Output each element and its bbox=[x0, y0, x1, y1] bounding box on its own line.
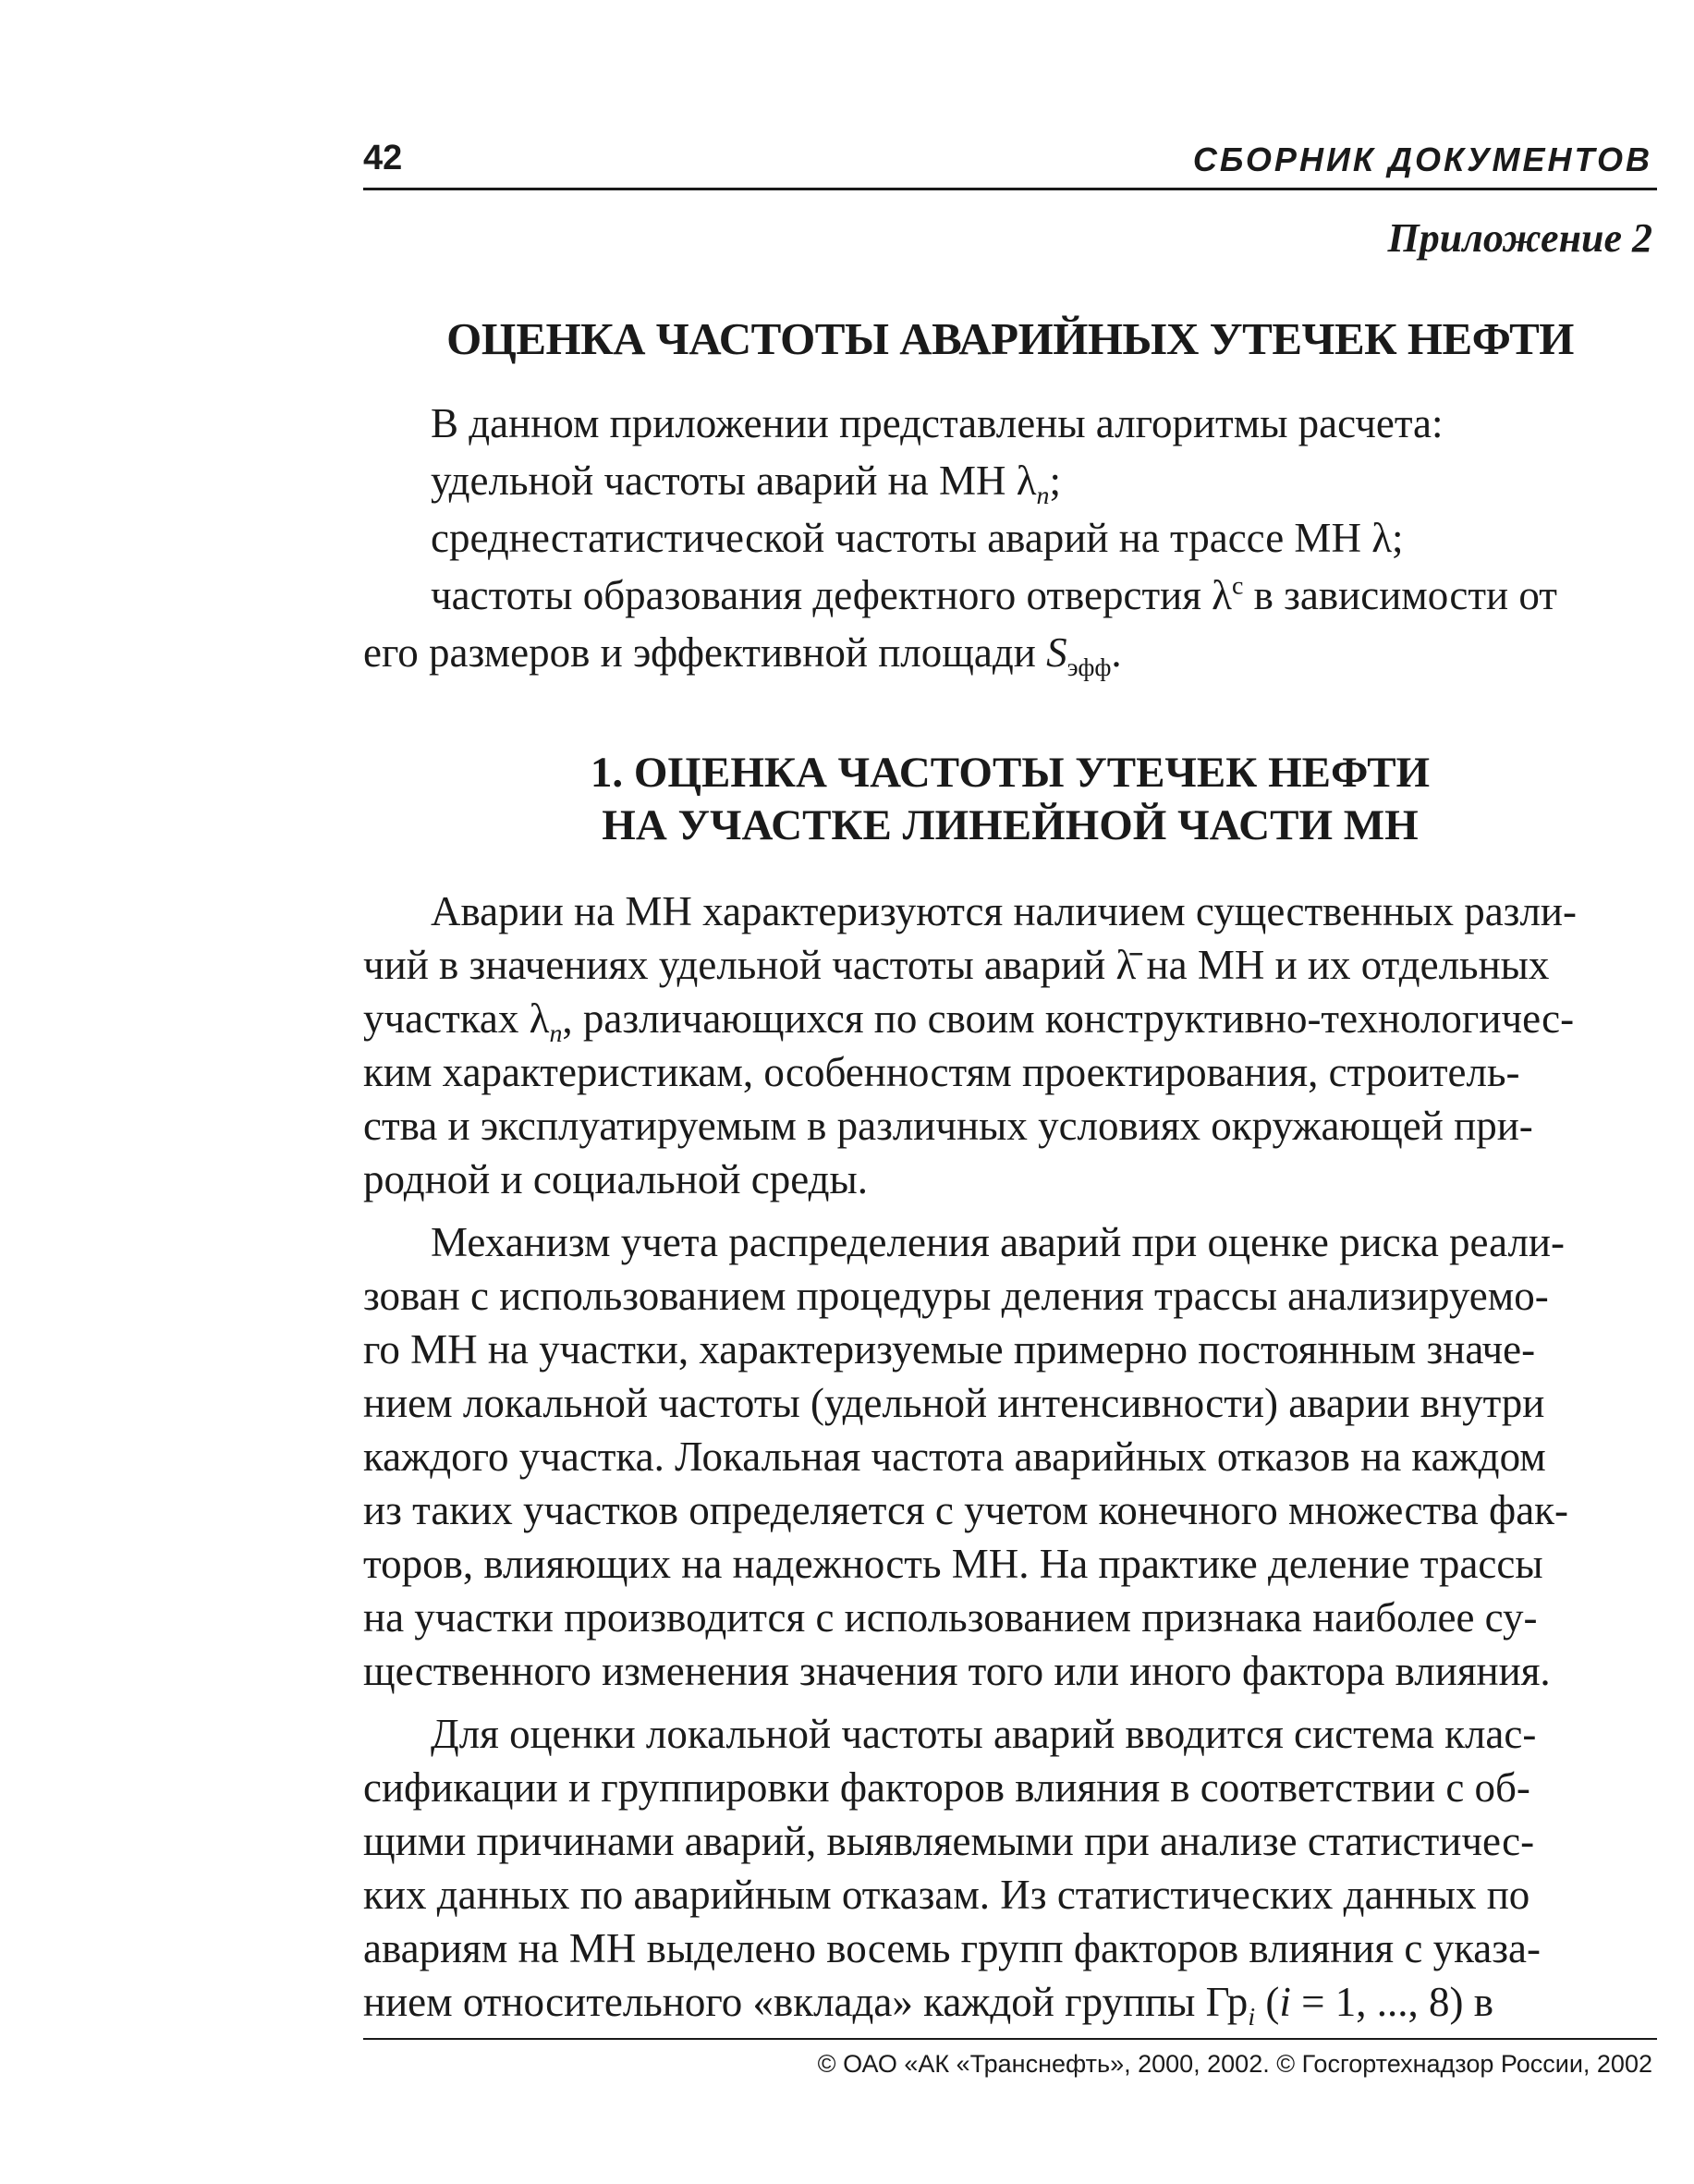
paragraph-line: Механизм учета распределения аварий при оценке риска реали- bbox=[431, 1219, 1565, 1265]
paragraph-line: торов, влияющих на надежность МН. На практике деление трассы bbox=[363, 1541, 1543, 1587]
section-title bbox=[363, 747, 1657, 852]
copyright-footer: © ОАО «АК «Транснефть», 2000, 2002. © Госгортехнадзор России, 2002 bbox=[817, 2050, 1652, 2078]
paragraph-line: чий в значениях удельной частоты аварий λ̄ на МН и их отдельных bbox=[363, 942, 1550, 988]
intro-line: среднестатистической частоты аварий на трассе МН λ; bbox=[431, 515, 1404, 561]
appendix-label: Приложение 2 bbox=[1387, 215, 1652, 261]
paragraph-line: ким характеристикам, особенностям проектирования, строитель- bbox=[363, 1049, 1520, 1095]
paragraph-line: участках $\lambda_n$, различающихся по своим конструктивно-технологичес- bbox=[363, 995, 1575, 1048]
footer-rule bbox=[363, 2038, 1657, 2040]
paragraph-line: из таких участков определяется с учетом конечного множества фак- bbox=[363, 1487, 1569, 1533]
running-head: СБОРНИК ДОКУМЕНТОВ bbox=[1192, 140, 1652, 178]
paragraph-line: нием относительного «вклада» каждой группы $Гр_i$ (i = 1, ..., 8) в bbox=[363, 1979, 1493, 2031]
paragraph-line: Для оценки локальной частоты аварий вводится система клас- bbox=[431, 1711, 1537, 1757]
paragraph-line: ких данных по аварийным отказам. Из статистических данных по bbox=[363, 1872, 1530, 1918]
paragraph-line: го МН на участки, характеризуемые примерно постоянным значе- bbox=[363, 1326, 1536, 1373]
paragraph-line: нием локальной частоты (удельной интенсивности) аварии внутри bbox=[363, 1380, 1545, 1426]
paragraph-line: сификации и группировки факторов влияния в соответствии с об- bbox=[363, 1764, 1530, 1811]
paragraph-line: зован с использованием процедуры деления трассы анализируемо- bbox=[363, 1273, 1549, 1319]
paragraph-line: щими причинами аварий, выявляемыми при анализе статистичес- bbox=[363, 1818, 1535, 1864]
paragraph-line: каждого участка. Локальная частота аварийных отказов на каждом bbox=[363, 1434, 1546, 1480]
paragraph-line: ства и эксплуатируемым в различных условиях окружающей при- bbox=[363, 1103, 1533, 1149]
section-title-line: 1. ОЦЕНКА ЧАСТОТЫ УТЕЧЕК НЕФТИ bbox=[590, 749, 1431, 797]
intro-line: частоты образования дефектного отверстия $\lambda^c$ в зависимости от bbox=[431, 571, 1557, 618]
intro-line: его размеров и эффективной площади $S_{эфф}$. bbox=[363, 629, 1122, 682]
intro-line: удельной частоты аварий на МН $\lambda_n$; bbox=[431, 458, 1062, 510]
paragraph-line: родной и социальной среды. bbox=[363, 1156, 868, 1202]
page-number: 42 bbox=[363, 139, 403, 177]
header-rule bbox=[363, 188, 1657, 190]
paragraph-line: на участки производится с использованием признака наиболее су- bbox=[363, 1594, 1538, 1641]
paragraph-line: щественного изменения значения того или иного фактора влияния. bbox=[363, 1648, 1551, 1694]
paragraph-line: Аварии на МН характеризуются наличием существенных разли- bbox=[431, 888, 1577, 934]
intro-line: В данном приложении представлены алгоритмы расчета: bbox=[431, 400, 1444, 446]
page-title: ОЦЕНКА ЧАСТОТЫ АВАРИЙНЫХ УТЕЧЕК НЕФТИ bbox=[446, 313, 1574, 364]
section-title-line: НА УЧАСТКЕ ЛИНЕЙНОЙ ЧАСТИ МН bbox=[602, 801, 1419, 849]
paragraph-line: авариям на МН выделено восемь групп факторов влияния с указа- bbox=[363, 1925, 1541, 1971]
